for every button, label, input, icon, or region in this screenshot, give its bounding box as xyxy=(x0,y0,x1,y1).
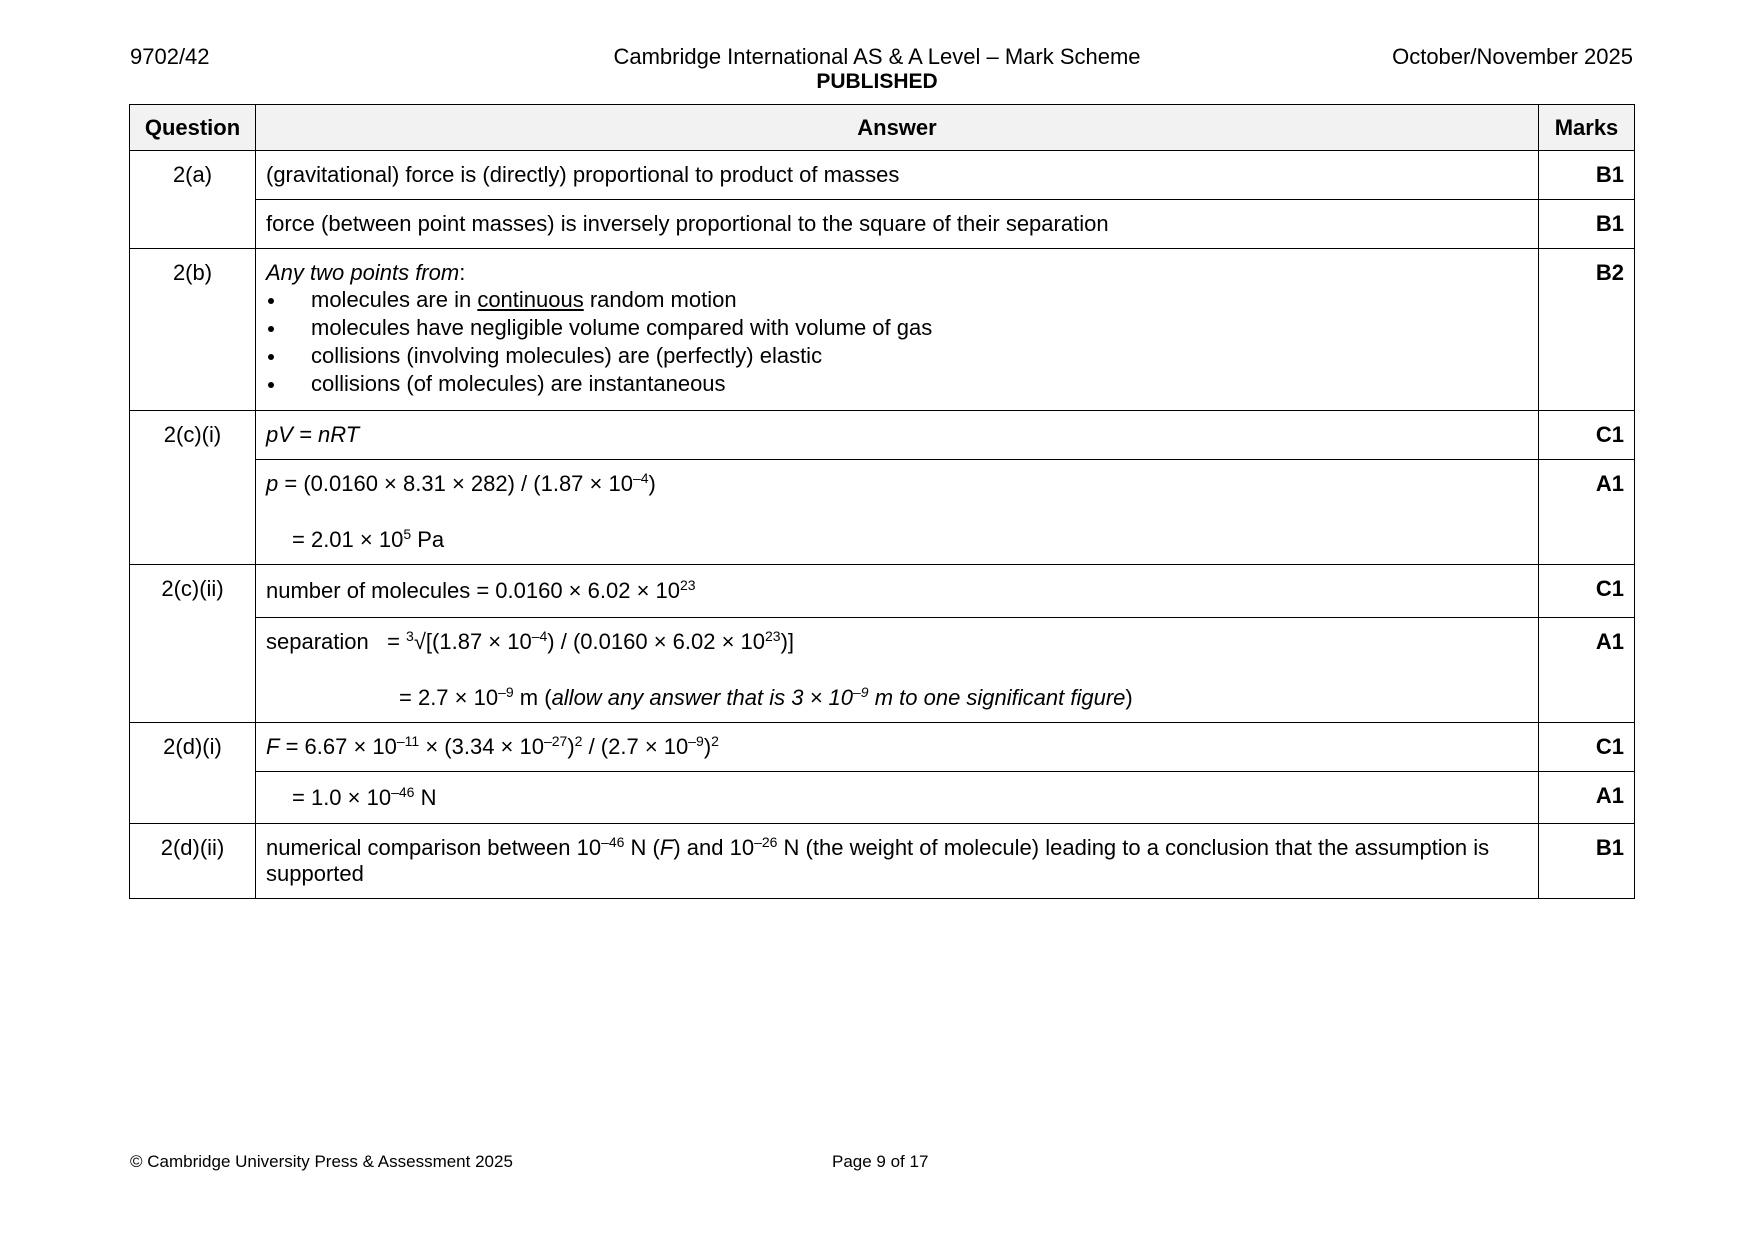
answer-cell: (gravitational) force is (directly) proportional to product of masses xyxy=(256,151,1539,200)
list-item: molecules are in continuous random motion xyxy=(266,286,1528,314)
points-intro: Any two points from: xyxy=(266,260,466,285)
mark-cell: C1 xyxy=(1539,411,1635,460)
question-label: 2(a) xyxy=(130,151,256,249)
mark-cell: A1 xyxy=(1539,460,1635,565)
question-label: 2(c)(ii) xyxy=(130,565,256,723)
table-row xyxy=(130,618,1635,723)
answer-cell xyxy=(256,249,1539,411)
mark-cell: B1 xyxy=(1539,824,1635,899)
table-header-row xyxy=(130,105,1635,151)
cube-root-index: 3 xyxy=(406,628,414,644)
page-number: Page 9 of 17 xyxy=(832,1152,929,1171)
paper-code: 9702/42 xyxy=(130,44,210,69)
marks-header: Marks xyxy=(1539,105,1635,151)
question-label: 2(c)(i) xyxy=(130,411,256,565)
table-row xyxy=(130,249,1635,411)
answer-cell: force (between point masses) is inversely proportional to the square of their separation xyxy=(256,200,1539,249)
published-label: PUBLISHED xyxy=(816,70,938,93)
mark-cell: C1 xyxy=(1539,723,1635,772)
result-line: = $2.01 \times 10^5$ Pa xyxy=(292,526,445,552)
exam-session: October/November 2025 xyxy=(1392,44,1633,69)
mark-cell: C1 xyxy=(1539,565,1635,618)
answer-cell: $F = 6.67 \times 10^{-11} \times (3.34 \times 10^{-27})^2 / (2.7 \times 10^{-9})^2$ xyxy=(256,723,1539,772)
answer-header: Answer xyxy=(256,105,1539,151)
table-row xyxy=(130,200,1635,249)
result-line: = $1.0 \times 10^{-46}$ N xyxy=(292,784,437,810)
question-header: Question xyxy=(130,105,256,151)
table-row xyxy=(130,460,1635,565)
mark-cell: A1 xyxy=(1539,618,1635,723)
table-row xyxy=(130,824,1635,899)
list-item: molecules have negligible volume compared with volume of gas xyxy=(266,314,1528,342)
list-item: collisions (involving molecules) are (perfectly) elastic xyxy=(266,342,1528,370)
table-row xyxy=(130,565,1635,618)
table-row xyxy=(130,411,1635,460)
answer-cell: numerical comparison between $10^{-46}$ N (F) and $10^{-26}$ N (the weight of molecule) leading to a conclusion that the assumption is supported xyxy=(256,824,1539,899)
mark-scheme-table xyxy=(129,104,1635,899)
points-list xyxy=(266,286,1528,398)
table-row xyxy=(130,723,1635,772)
mark-cell: B2 xyxy=(1539,249,1635,411)
answer-cell xyxy=(256,772,1539,824)
list-item: collisions (of molecules) are instantaneous xyxy=(266,370,1528,398)
scheme-title: Cambridge International AS & A Level – Mark Scheme xyxy=(613,44,1141,69)
mark-cell: A1 xyxy=(1539,772,1635,824)
question-label: 2(b) xyxy=(130,249,256,411)
result-line: = $2.7 \times 10^{-9}$ m (allow any answer that is $3 \times 10^{-9}$ m to one significant figure) xyxy=(399,684,1133,710)
working-line: separation = $^3√[(1.87 \times 10^{-4}) / (0.0160 \times 6.02 \times 10^{23})]$ xyxy=(266,628,795,654)
table-row xyxy=(130,772,1635,824)
question-label: 2(d)(i) xyxy=(130,723,256,824)
question-label: 2(d)(ii) xyxy=(130,824,256,899)
answer-cell xyxy=(256,460,1539,565)
mark-cell: B1 xyxy=(1539,200,1635,249)
answer-cell xyxy=(256,618,1539,723)
copyright-notice: © Cambridge University Press & Assessment 2025 xyxy=(130,1152,513,1171)
answer-cell: pV = nRT xyxy=(256,411,1539,460)
working-line: $p = (0.0160 \times 8.31 \times 282) / (1.87 \times 10^{-4})$ xyxy=(266,470,656,496)
table-row xyxy=(130,151,1635,200)
mark-cell: B1 xyxy=(1539,151,1635,200)
answer-cell: number of molecules = $0.0160 \times 6.02 \times 10^{23}$ xyxy=(256,565,1539,618)
